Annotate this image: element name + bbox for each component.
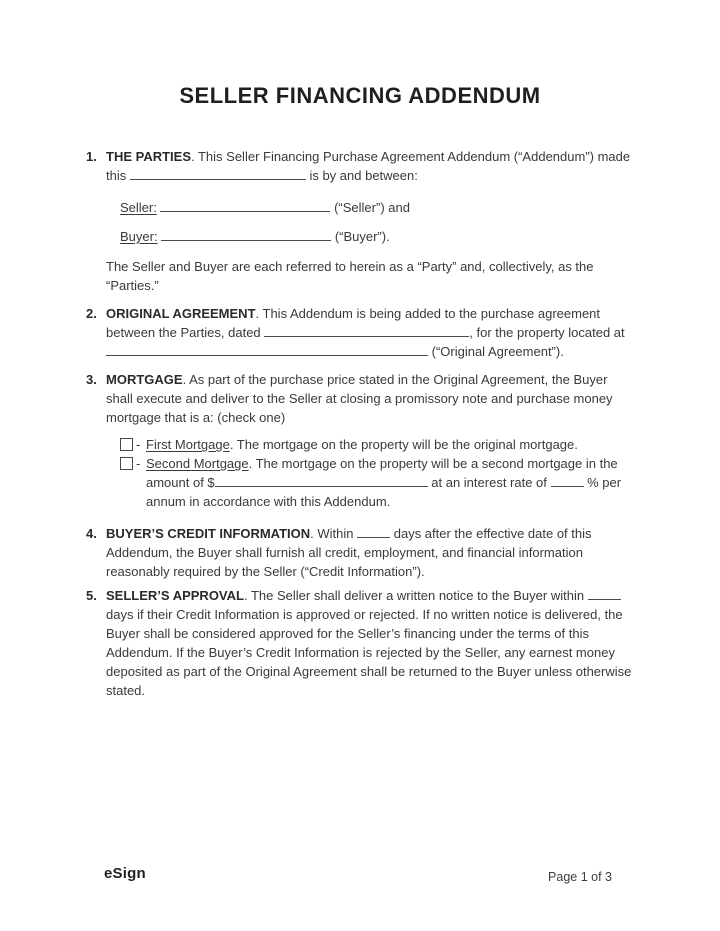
document-title: SELLER FINANCING ADDENDUM [179, 83, 541, 108]
paragraph-parties-intro [106, 147, 633, 185]
text-segment: (“Buyer”). [331, 229, 390, 244]
text-segment: . As part of the purchase price stated in the Original Agreement, the Buyer shall execute and deliver to the Seller at closing a promissory note and purchase money mortgage that is a: (check one) [106, 372, 613, 425]
text-segment: % per annum in accordance with this Addendum. [146, 475, 622, 509]
text-segment: . The Seller shall deliver a written notice to the Buyer within [243, 588, 588, 603]
second-mortgage-checkbox[interactable] [120, 457, 133, 470]
paragraph-buyers-credit [106, 524, 633, 581]
seller-name-row [120, 198, 633, 217]
text-segment: (“Original Agreement”). [428, 344, 564, 359]
paragraph-sellers-approval [106, 586, 633, 700]
checkbox-column [120, 454, 146, 511]
text-segment: . The mortgage on the property will be a second mortgage in the amount of $ [146, 456, 618, 490]
fill-in-blank-mortgage-amount[interactable] [215, 474, 428, 487]
section-sellers-approval [86, 586, 633, 700]
fill-in-blank-addendum-date[interactable] [130, 167, 306, 180]
fill-in-blank-agreement-date[interactable] [264, 324, 469, 337]
text-segment: . This Addendum is being added to the purchase agreement between the Parties, dated [106, 306, 601, 340]
first-mortgage-label: First Mortgage [146, 437, 230, 452]
option-second-mortgage [120, 454, 633, 511]
fill-in-blank-seller-name[interactable] [160, 199, 330, 212]
text-segment: days after the effective date of this Addendum, the Buyer shall furnish all credit, employment, and financial information reasonably required by the Seller (“Credit Information”). [106, 526, 592, 579]
section-number: 3. [86, 372, 97, 387]
text-segment: at an interest rate of [427, 475, 551, 490]
seller-label: Seller: [120, 200, 157, 215]
paragraph-mortgage [106, 370, 633, 427]
esign-logo: eSign [104, 865, 146, 882]
fill-in-blank-approval-days[interactable] [588, 587, 621, 600]
section-heading: MORTGAGE [106, 372, 183, 387]
buyer-name-row [120, 227, 633, 246]
buyer-label: Buyer: [120, 229, 158, 244]
section-buyers-credit-information [86, 524, 633, 581]
option-text [146, 454, 633, 511]
section-number: 1. [86, 149, 97, 164]
text-segment: is by and between: [305, 168, 418, 183]
section-number: 4. [86, 526, 97, 541]
section-heading: THE PARTIES [106, 149, 191, 164]
section-number: 2. [86, 306, 97, 321]
text-segment: . This Seller Financing Purchase Agreement Addendum (“Addendum”) made this [106, 149, 631, 183]
fill-in-blank-property-address[interactable] [106, 343, 428, 356]
dash-separator: - [136, 456, 141, 471]
text-segment: . The mortgage on the property will be the original mortgage. [229, 437, 578, 452]
fill-in-blank-interest-rate[interactable] [551, 474, 584, 487]
text-segment: days if their Credit Information is approved or rejected. If no written notice is delivered, the Buyer shall be considered approved for the Seller’s financing under the terms of this Addendum. If the Buyer’s Credit Information is rejected by the Seller, any earnest money deposited as part of the Original Agreement shall be returned to the Buyer unless otherwise stated. [106, 607, 632, 698]
section-mortgage [86, 370, 633, 511]
dash-separator: - [136, 437, 141, 452]
section-heading: SELLER’S APPROVAL [106, 588, 244, 603]
fill-in-blank-credit-days[interactable] [357, 525, 390, 538]
page-number-indicator: Page 1 of 3 [548, 870, 612, 884]
section-the-parties [86, 147, 633, 295]
section-number: 5. [86, 588, 97, 603]
section-body [106, 524, 633, 581]
option-first-mortgage [120, 435, 633, 454]
option-text [146, 435, 633, 454]
text-segment: . Within [310, 526, 358, 541]
first-mortgage-checkbox[interactable] [120, 438, 133, 451]
section-original-agreement [86, 304, 633, 361]
paragraph-original-agreement [106, 304, 633, 361]
fill-in-blank-buyer-name[interactable] [161, 228, 331, 241]
section-heading: BUYER’S CREDIT INFORMATION [106, 526, 311, 541]
section-body [106, 304, 633, 361]
text-segment: (“Seller”) and [330, 200, 410, 215]
section-body [106, 586, 633, 700]
section-body [106, 370, 633, 511]
section-heading: ORIGINAL AGREEMENT [106, 306, 256, 321]
section-body [106, 147, 633, 295]
checkbox-column [120, 435, 146, 454]
paragraph-parties-note: The Seller and Buyer are each referred to herein as a “Party” and, collectively, as the “Parties.” [106, 259, 594, 293]
document-content [0, 147, 720, 700]
second-mortgage-label: Second Mortgage [146, 456, 249, 471]
text-segment: , for the property located at [469, 325, 625, 340]
